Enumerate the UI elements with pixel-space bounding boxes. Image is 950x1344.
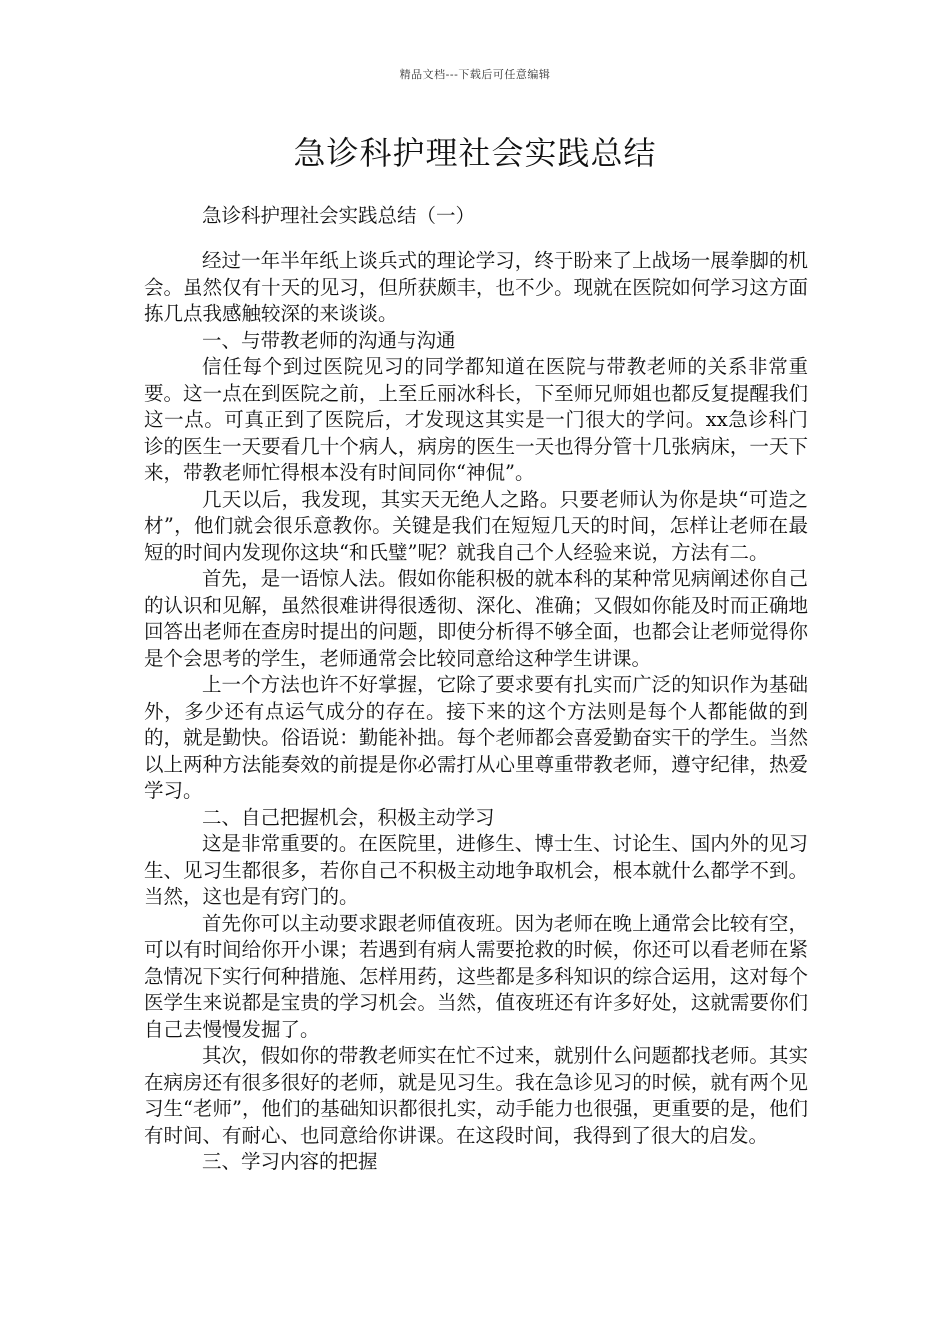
document-body [144,248,808,1176]
section-heading-3: 三、学习内容的把握 [202,1150,378,1173]
paragraph: 信任每个到过医院见习的同学都知道在医院与带教老师的关系非常重要。这一点在到医院之前，上至丘丽冰科长，下至师兄师姐也都反复提醒我们这一点。可真正到了医院后，才发现这其实是一门很大的学问。xx急诊科门诊的医生一天要看几十个病人，病房的医生一天也得分管十几张病床，一天下来，带教老师忙得根本没有时间同你“神侃”。 [144,355,808,484]
document-subtitle: 急诊科护理社会实践总结（一） [202,204,476,227]
paragraph: 首先，是一语惊人法。假如你能积极的就本科的某种常见病阐述你自己的认识和见解，虽然很难讲得很透彻、深化、准确；又假如你能及时而正确地回答出老师在查房时提出的问题，即使分析得不够全面，也都会让老师觉得你是个会思考的学生，老师通常会比较同意给这种学生讲课。 [144,567,808,670]
header-note: 精品文档---下载后可任意编辑 [399,68,551,81]
paragraph: 几天以后，我发现，其实天无绝人之路。只要老师认为你是块“可造之材”，他们就会很乐意教你。关键是我们在短短几天的时间，怎样让老师在最短的时间内发现你这块“和氏璧”呢？就我自己个人经验来说，方法有二。 [144,487,808,564]
paragraph: 上一个方法也许不好掌握，它除了要求要有扎实而广泛的知识作为基础外，多少还有点运气成分的存在。接下来的这个方法则是每个人都能做的到的，就是勤快。俗语说：勤能补拙。每个老师都会喜爱勤奋实干的学生。当然以上两种方法能奏效的前提是你必需打从心里尊重带教老师，遵守纪律，热爱学习。 [144,673,808,802]
paragraph: 这是非常重要的。在医院里，进修生、博士生、讨论生、国内外的见习生、见习生都很多，若你自己不积极主动地争取机会，根本就什么都学不到。当然，这也是有窍门的。 [144,832,808,908]
document-title: 急诊科护理社会实践总结 [293,134,657,172]
paragraph: 首先你可以主动要求跟老师值夜班。因为老师在晚上通常会比较有空，可以有时间给你开小课；若遇到有病人需要抢救的时候，你还可以看老师在紧急情况下实行何种措施、怎样用药，这些都是多科知识的综合运用，这对每个医学生来说都是宝贵的学习机会。当然，值夜班还有许多好处，这就需要你们自己去慢慢发掘了。 [144,911,808,1041]
paragraph-intro: 经过一年半年纸上谈兵式的理论学习，终于盼来了上战场一展拳脚的机会。虽然仅有十天的见习，但所获颇丰，也不少。现就在医院如何学习这方面拣几点我感触较深的来谈谈。 [144,249,808,325]
section-heading-2: 二、自己把握机会，积极主动学习 [202,805,495,829]
paragraph: 其次，假如你的带教老师实在忙不过来，就别什么问题都找老师。其实在病房还有很多很好的老师，就是见习生。我在急诊见习的时候，就有两个见习生“老师”，他们的基础知识都很扎实，动手能力也很强，更重要的是，他们有时间、有耐心、也同意给你讲课。在这段时间，我得到了很大的启发。 [144,1044,808,1147]
section-heading-1: 一、与带教老师的沟通与沟通 [202,328,456,352]
